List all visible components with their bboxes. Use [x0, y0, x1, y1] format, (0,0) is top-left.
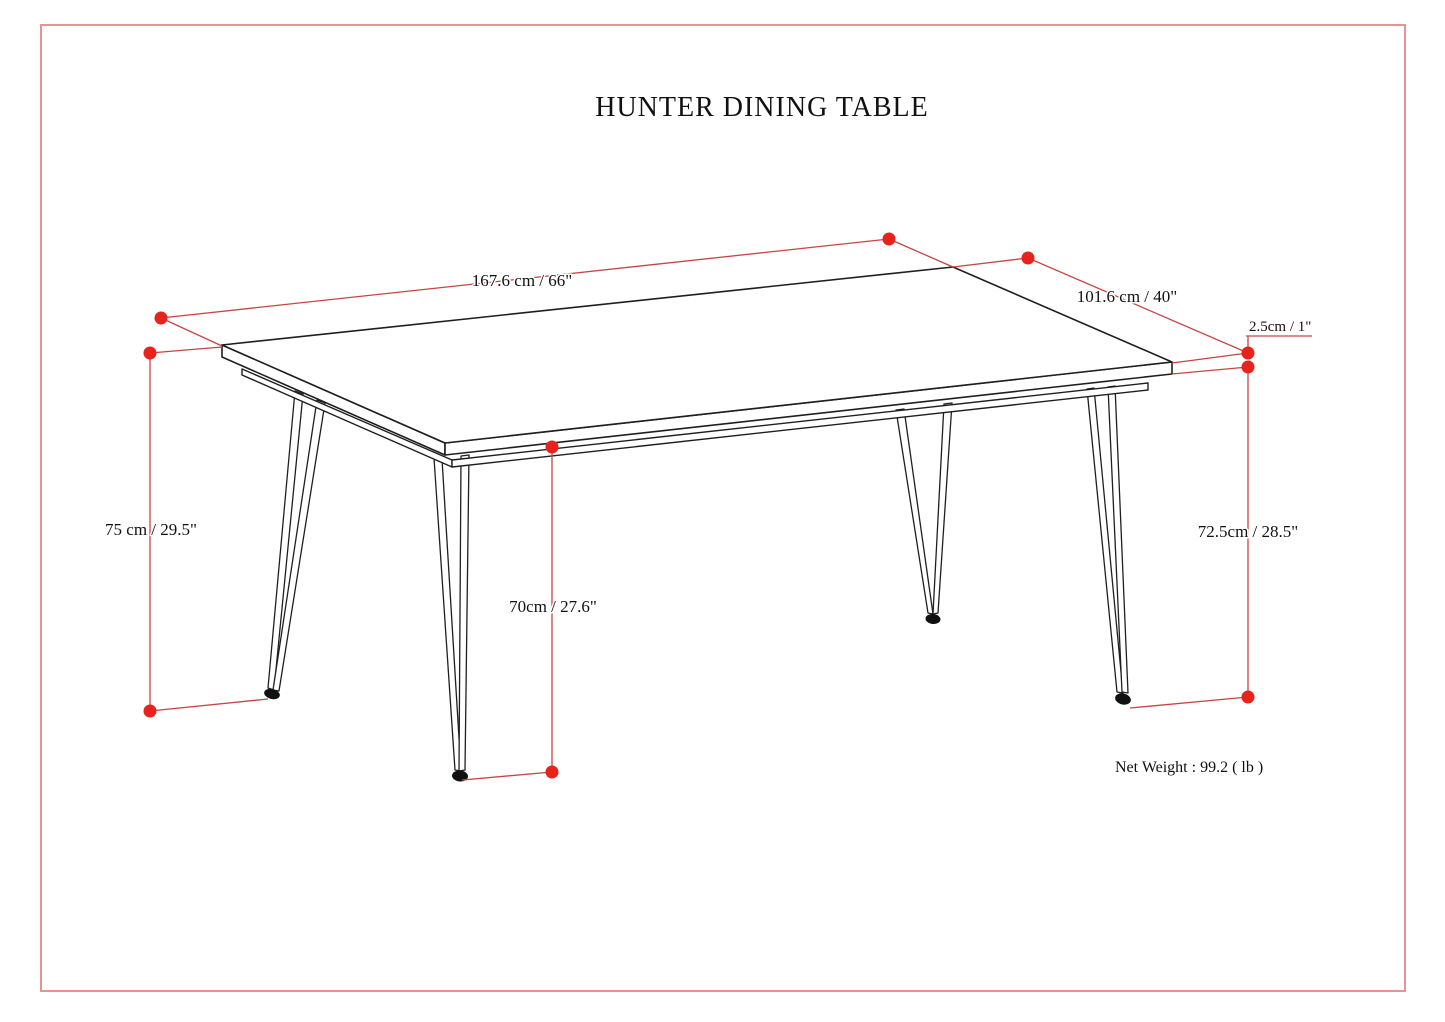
leg-feet — [263, 613, 1132, 782]
leg-front — [434, 455, 469, 771]
dimension-dot — [1242, 691, 1255, 704]
table-drawing — [222, 267, 1172, 782]
leg-left — [268, 391, 325, 691]
leg-right — [1087, 386, 1128, 693]
dimension-dot — [1242, 361, 1255, 374]
dimension-dot — [155, 312, 168, 325]
thickness-dimension-label: 2.5cm / 1" — [1249, 319, 1312, 335]
front-leg-height-dimension-label: 70cm / 27.6" — [509, 597, 597, 616]
net-weight-label: Net Weight : 99.2 ( lb ) — [1115, 759, 1264, 776]
dimension-dot — [546, 766, 559, 779]
dimension-dot — [144, 705, 157, 718]
foot-front — [452, 770, 469, 782]
foot-right — [1114, 692, 1132, 707]
page-title: HUNTER DINING TABLE — [595, 92, 929, 123]
dimension-dot — [546, 441, 559, 454]
width-dimension-label: 101.6 cm / 40" — [1076, 287, 1178, 306]
right-height-dimension-label: 72.5cm / 28.5" — [1197, 522, 1299, 541]
foot-back — [925, 613, 941, 624]
leg-back — [896, 403, 952, 614]
length-dimension-label: 167.6 cm / 66" — [471, 271, 573, 290]
dimension-dot — [883, 233, 896, 246]
dimension-dot — [1022, 252, 1035, 265]
page-border — [41, 25, 1405, 991]
left-height-dimension-label: 75 cm / 29.5" — [105, 520, 197, 539]
dimension-dot — [1242, 347, 1255, 360]
dimension-dot — [144, 347, 157, 360]
